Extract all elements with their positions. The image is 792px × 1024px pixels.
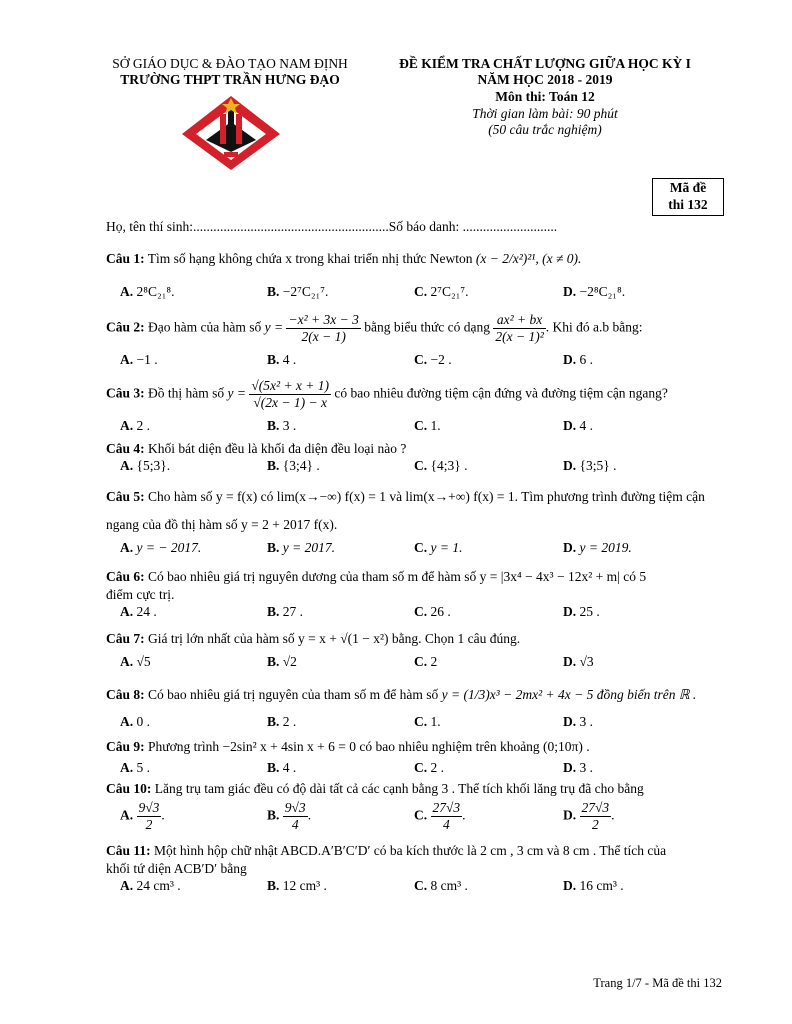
option-c[interactable]: C. 2 .: [414, 760, 444, 775]
options-9: [120, 760, 740, 780]
option-b[interactable]: B. {3;4} .: [267, 458, 320, 473]
question-text: Một hình hộp chữ nhật ABCD.A′B′C′D′ có ba kích thước là 2 cm , 3 cm và 8 cm . Thể tích của: [154, 843, 667, 858]
question-number: Câu 7:: [106, 631, 145, 646]
option-d[interactable]: D. 4 .: [563, 418, 593, 433]
question-text: Khối bát diện đều là khối đa diện đều loại nào ?: [148, 441, 407, 456]
option-c[interactable]: C. −2 .: [414, 352, 452, 367]
question-4: [106, 440, 726, 458]
exam-code-box: [652, 178, 724, 216]
question-1: [106, 250, 726, 268]
option-c[interactable]: C. 1.: [414, 714, 441, 729]
option-d[interactable]: D. 16 cm³ .: [563, 878, 624, 893]
option-b[interactable]: B. 4 .: [267, 760, 297, 775]
question-number: Câu 9:: [106, 739, 145, 754]
question-11-line-2: khối tứ diện ACB′D′ bằng: [106, 861, 247, 876]
page-footer: Trang 1/7 - Mã đề thi 132: [593, 976, 722, 990]
question-expression: (x − 2/x²)²¹, (x ≠ 0).: [475, 251, 582, 266]
exam-code-label: Mã đề: [669, 180, 707, 195]
school-logo: [176, 90, 286, 172]
options-1: [120, 284, 740, 304]
question-11: [106, 842, 726, 860]
question-text: Đồ thị hàm số: [148, 385, 225, 401]
subject: Môn thi: Toán 12: [495, 89, 595, 104]
question-number: Câu 3:: [106, 385, 145, 401]
question-6: [106, 568, 726, 586]
question-text-2: có bao nhiêu đường tiệm cận đứng và đường tiệm cận ngang?: [334, 385, 668, 401]
options-11: [120, 878, 740, 898]
option-d[interactable]: D. 3 .: [563, 760, 593, 775]
option-c[interactable]: C. 8 cm³ .: [414, 878, 468, 893]
question-3: Câu 3: Đồ thị hàm số y = $\frac{\text{√(5x² + x + 1)}}{√(2x - 1) - x}$ có bao nhiêu đường tiệm cận đứng và đường tiệm cận ngang?: [106, 378, 668, 410]
question-5: [106, 488, 726, 506]
option-d[interactable]: D. y = 2019.: [563, 540, 632, 555]
question-number: Câu 6:: [106, 569, 145, 584]
option-b[interactable]: B. √2: [267, 654, 297, 669]
question-6-line-2: điểm cực trị.: [106, 587, 175, 602]
option-b[interactable]: B. $\frac{9√3}{4}$ .: [267, 800, 312, 832]
option-b[interactable]: B. 12 cm³ .: [267, 878, 327, 893]
question-count: (50 câu trắc nghiệm): [488, 122, 602, 137]
question-text: Phương trình −2sin² x + 4sin x + 6 = 0 có bao nhiêu nghiệm trên khoảng (0;10π) .: [148, 739, 590, 754]
option-a[interactable]: A. −1 .: [120, 352, 158, 367]
question-text: Có bao nhiêu giá trị nguyên dương của tham số m để hàm số y = |3x⁴ − 4x³ − 12x² + m| có 5: [148, 569, 647, 584]
question-number: Câu 8:: [106, 687, 145, 702]
question-expression: y = (1/3)x³ − 2mx² + 4x − 5 đồng biến trên ℝ .: [441, 687, 697, 702]
question-5-line-2: ngang của đồ thị hàm số y = 2 + 2017 f(x).: [106, 517, 338, 532]
option-a[interactable]: A. $\frac{9√3}{2}$ .: [120, 800, 165, 832]
question-7: [106, 630, 726, 648]
option-a[interactable]: A. 2 .: [120, 418, 150, 433]
question-number: Câu 5:: [106, 489, 145, 504]
question-number: Câu 11:: [106, 843, 151, 858]
options-2: [120, 352, 740, 372]
option-a[interactable]: A. 5 .: [120, 760, 150, 775]
options-6: [120, 604, 740, 624]
student-info-line: Họ, tên thí sinh:..........................................................Số báo danh: ............................: [106, 219, 558, 234]
school-year: NĂM HỌC 2018 - 2019: [477, 72, 613, 87]
duration: Thời gian làm bài: 90 phút: [472, 106, 618, 121]
option-a[interactable]: A. 2⁸C₂₁⁸.: [120, 284, 175, 299]
exam-code-value: thi 132: [668, 197, 708, 212]
option-d[interactable]: D. 25 .: [563, 604, 600, 619]
options-4: [120, 458, 740, 478]
question-text: Lăng trụ tam giác đều có độ dài tất cả các cạnh bằng 3 . Thể tích khối lăng trụ đã cho bằng: [154, 781, 644, 796]
option-c[interactable]: C. 2: [414, 654, 438, 669]
exam-title: ĐỀ KIỂM TRA CHẤT LƯỢNG GIỮA HỌC KỲ I: [399, 56, 691, 71]
question-text: Đạo hàm của hàm số: [148, 319, 262, 335]
options-7: [120, 654, 740, 674]
question-number: Câu 10:: [106, 781, 152, 796]
option-c[interactable]: C. $\frac{27√3}{4}$ .: [414, 800, 466, 832]
option-a[interactable]: A. y = − 2017.: [120, 540, 202, 555]
option-c[interactable]: C. 26 .: [414, 604, 451, 619]
question-10: [106, 780, 726, 798]
question-8: [106, 686, 726, 704]
option-b[interactable]: B. 4 .: [267, 352, 297, 367]
question-text: Cho hàm số y = f(x) có lim(x→−∞) f(x) = 1 và lim(x→+∞) f(x) = 1. Tìm phương trình đường tiệm cận: [148, 489, 705, 504]
options-8: [120, 714, 740, 734]
question-text: Giá trị lớn nhất của hàm số y = x + √(1 − x²) bằng. Chọn 1 câu đúng.: [148, 631, 521, 646]
department-name: SỞ GIÁO DỤC & ĐÀO TẠO NAM ĐỊNH: [112, 56, 348, 71]
derivative-fraction: $\frac{\text{ax² + bx}}{\text{2(x − 1)²}}$: [495, 312, 544, 344]
options-10: [120, 800, 740, 840]
option-a[interactable]: A. {5;3}.: [120, 458, 171, 473]
option-b[interactable]: B. y = 2017.: [267, 540, 335, 555]
question-number: Câu 1:: [106, 251, 145, 266]
option-b[interactable]: B. 2 .: [267, 714, 297, 729]
question-text-2: bằng biểu thức có dạng: [364, 319, 490, 335]
option-b[interactable]: B. 3 .: [267, 418, 297, 433]
option-d[interactable]: D. −2⁸C₂₁⁸.: [563, 284, 626, 299]
options-5: [120, 540, 740, 560]
option-a[interactable]: A. √5: [120, 654, 151, 669]
question-9: [106, 738, 726, 756]
option-d[interactable]: D. √3: [563, 654, 594, 669]
options-3: [120, 418, 740, 438]
option-b[interactable]: B. 27 .: [267, 604, 304, 619]
question-text: Tìm số hạng không chứa x trong khai triển nhị thức Newton: [147, 251, 473, 266]
function-fraction: $\frac{\text{−x² + 3x − 3}}{2(x - 1)}$: [288, 312, 359, 344]
option-d[interactable]: D. 3 .: [563, 714, 593, 729]
question-text-3: . Khi đó a.b bằng:: [545, 319, 643, 335]
option-c[interactable]: C. y = 1.: [414, 540, 463, 555]
school-name: TRƯỜNG THPT TRẦN HƯNG ĐẠO: [120, 72, 340, 87]
question-number: Câu 2:: [106, 319, 145, 335]
option-a[interactable]: A. 0 .: [120, 714, 150, 729]
option-d[interactable]: D. 6 .: [563, 352, 593, 367]
option-c[interactable]: C. {4;3} .: [414, 458, 468, 473]
option-c[interactable]: C. 2⁷C₂₁⁷.: [414, 284, 469, 299]
question-2: Câu 2: Đạo hàm của hàm số y = $\frac{\text{−x² + 3x − 3}}{2(x - 1)}$ bằng biểu thức có dạng $\frac{\text{ax² + bx}}{\text{2(x − 1)²}}$ . Khi đó a.b bằng:: [106, 312, 643, 344]
option-c[interactable]: C. 1.: [414, 418, 441, 433]
function-fraction: $\frac{\text{√(5x² + x + 1)}}{√(2x - 1) - x}$: [251, 378, 330, 410]
option-a[interactable]: A. 24 .: [120, 604, 157, 619]
option-d[interactable]: D. $\frac{27√3}{2}$ .: [563, 800, 615, 832]
option-d[interactable]: D. {3;5} .: [563, 458, 617, 473]
question-number: Câu 4:: [106, 441, 145, 456]
option-b[interactable]: B. −2⁷C₂₁⁷.: [267, 284, 329, 299]
option-a[interactable]: A. 24 cm³ .: [120, 878, 181, 893]
question-text: Có bao nhiêu giá trị nguyên của tham số m để hàm số: [148, 687, 439, 702]
